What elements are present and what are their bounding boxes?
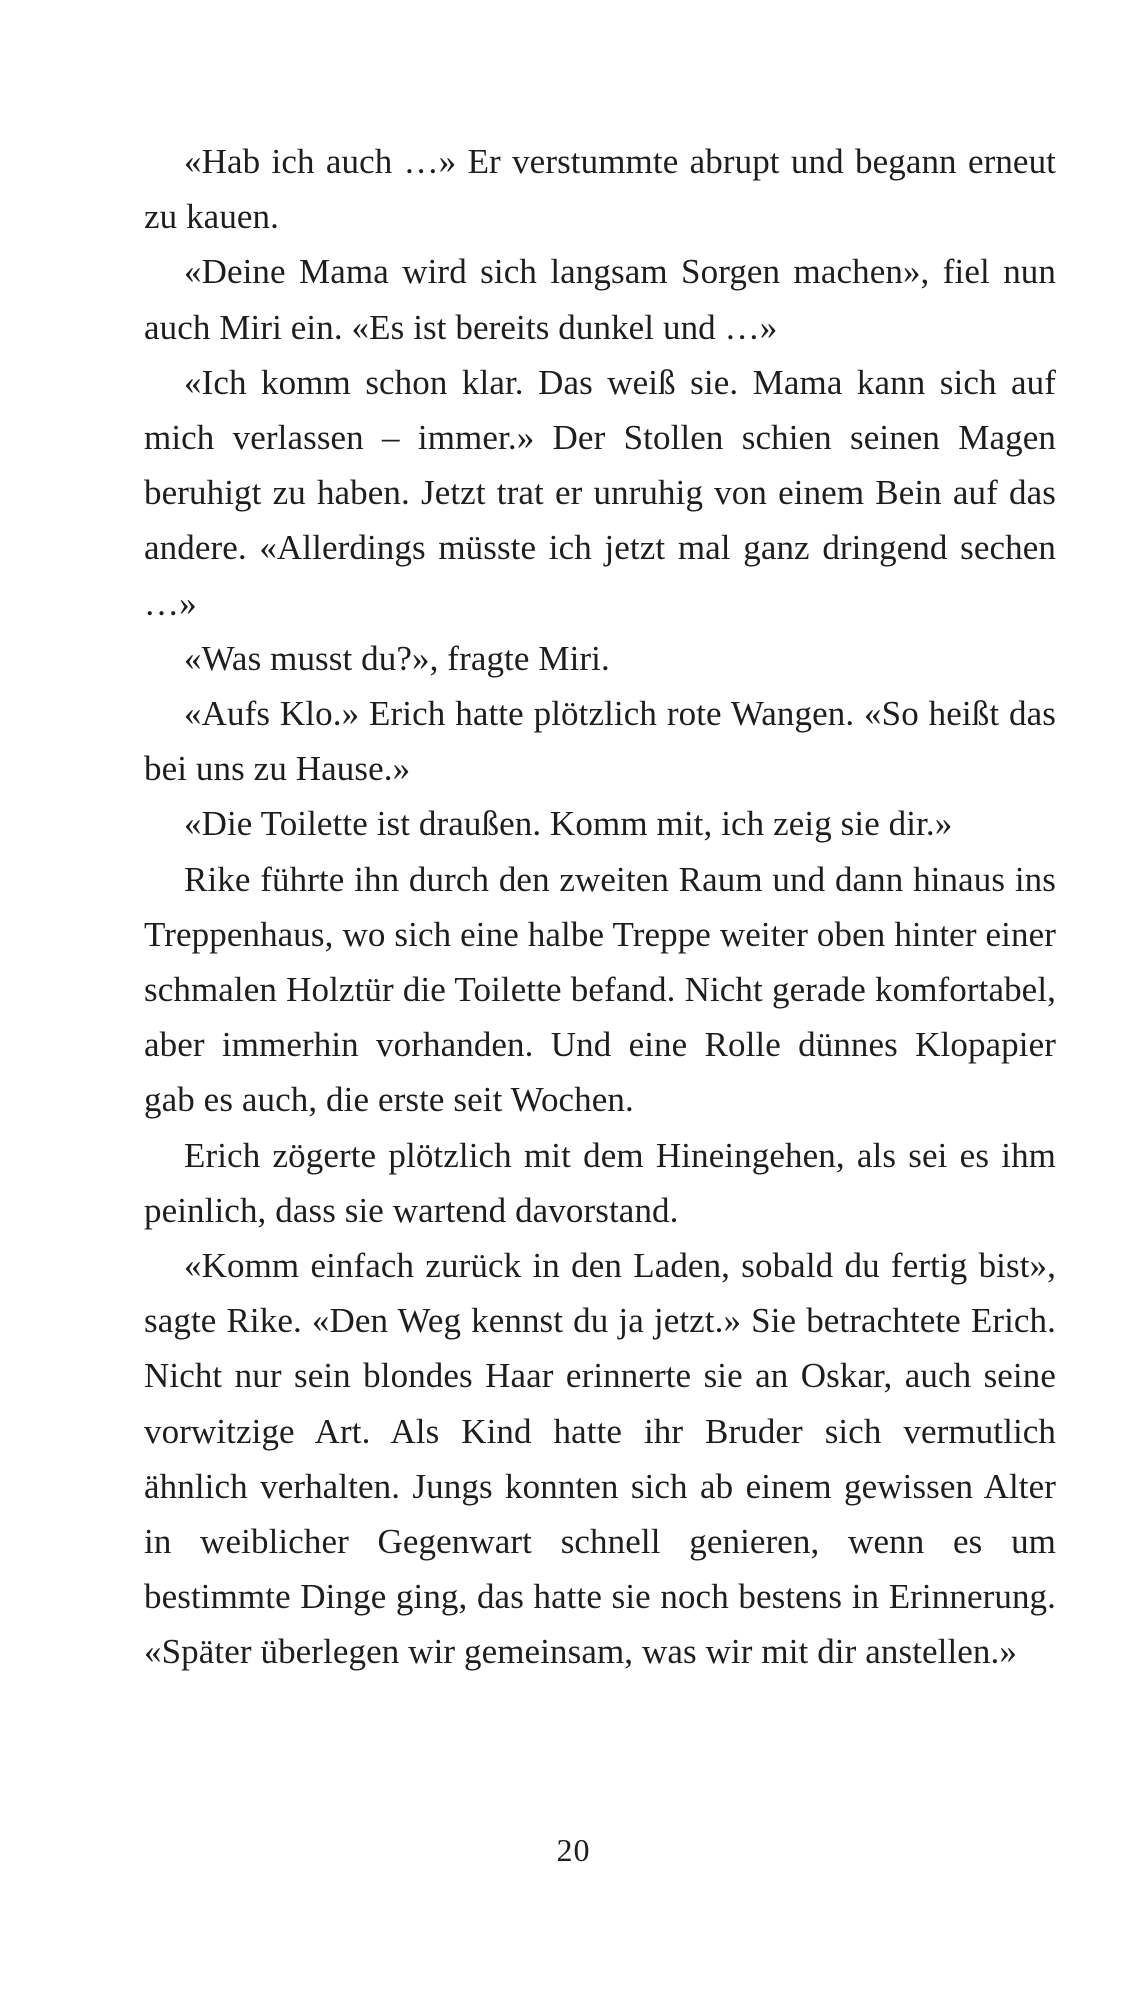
paragraph-8: Erich zögerte plötzlich mit dem Hineingehen, als sei es ihm peinlich, dass sie wartend davorstand. — [144, 1135, 1056, 1230]
paragraph-9: «Komm einfach zurück in den Laden, sobald du fertig bist», sagte Rike. «Den Weg kennst du ja jetzt.» Sie betrachtete Erich. Nicht nur sein blondes Haar erinnerte sie an Oskar, auch seine vorwitzige Art. Als Kind hatte ihr Bruder sich vermutlich ähnlich verhalten. Jungs konnten sich ab einem gewissen Alter in weiblicher Gegenwart schnell genieren, wenn es um bestimmte Dinge ging, das hatte sie noch bestens in Erinnerung. «Später überlegen wir gemeinsam, was wir mit dir anstellen.» — [144, 1246, 1056, 1672]
paragraph-3: «Ich komm schon klar. Das weiß sie. Mama kann sich auf mich verlassen – immer.» Der Stollen schien seinen Magen beruhigt zu haben. Jetzt trat er unruhig von einem Bein auf das andere. «Allerdings müsste ich jetzt mal ganz dringend sechen …» — [144, 362, 1056, 623]
page-number: 20 — [556, 1832, 591, 1868]
paragraph-2: «Deine Mama wird sich langsam Sorgen machen», fiel nun auch Miri ein. «Es ist bereits dunkel und …» — [144, 252, 1056, 347]
paragraph-7: Rike führte ihn durch den zweiten Raum und dann hinaus ins Treppenhaus, wo sich eine halbe Treppe weiter oben hinter einer schmalen Holztür die Toilette befand. Nicht gerade komfortabel, aber immerhin vorhanden. Und eine Rolle dünnes Klopapier gab es auch, die erste seit Wochen. — [144, 859, 1056, 1120]
body-text — [144, 134, 1056, 1680]
paragraph-4: «Was musst du?», fragte Miri. — [184, 638, 610, 678]
paragraph-6: «Die Toilette ist draußen. Komm mit, ich zeig sie dir.» — [184, 804, 953, 844]
paragraph-5: «Aufs Klo.» Erich hatte plötzlich rote Wangen. «So heißt das bei uns zu Hause.» — [144, 694, 1056, 789]
paragraph-1: «Hab ich auch …» Er verstummte abrupt und begann erneut zu kauen. — [144, 142, 1056, 237]
